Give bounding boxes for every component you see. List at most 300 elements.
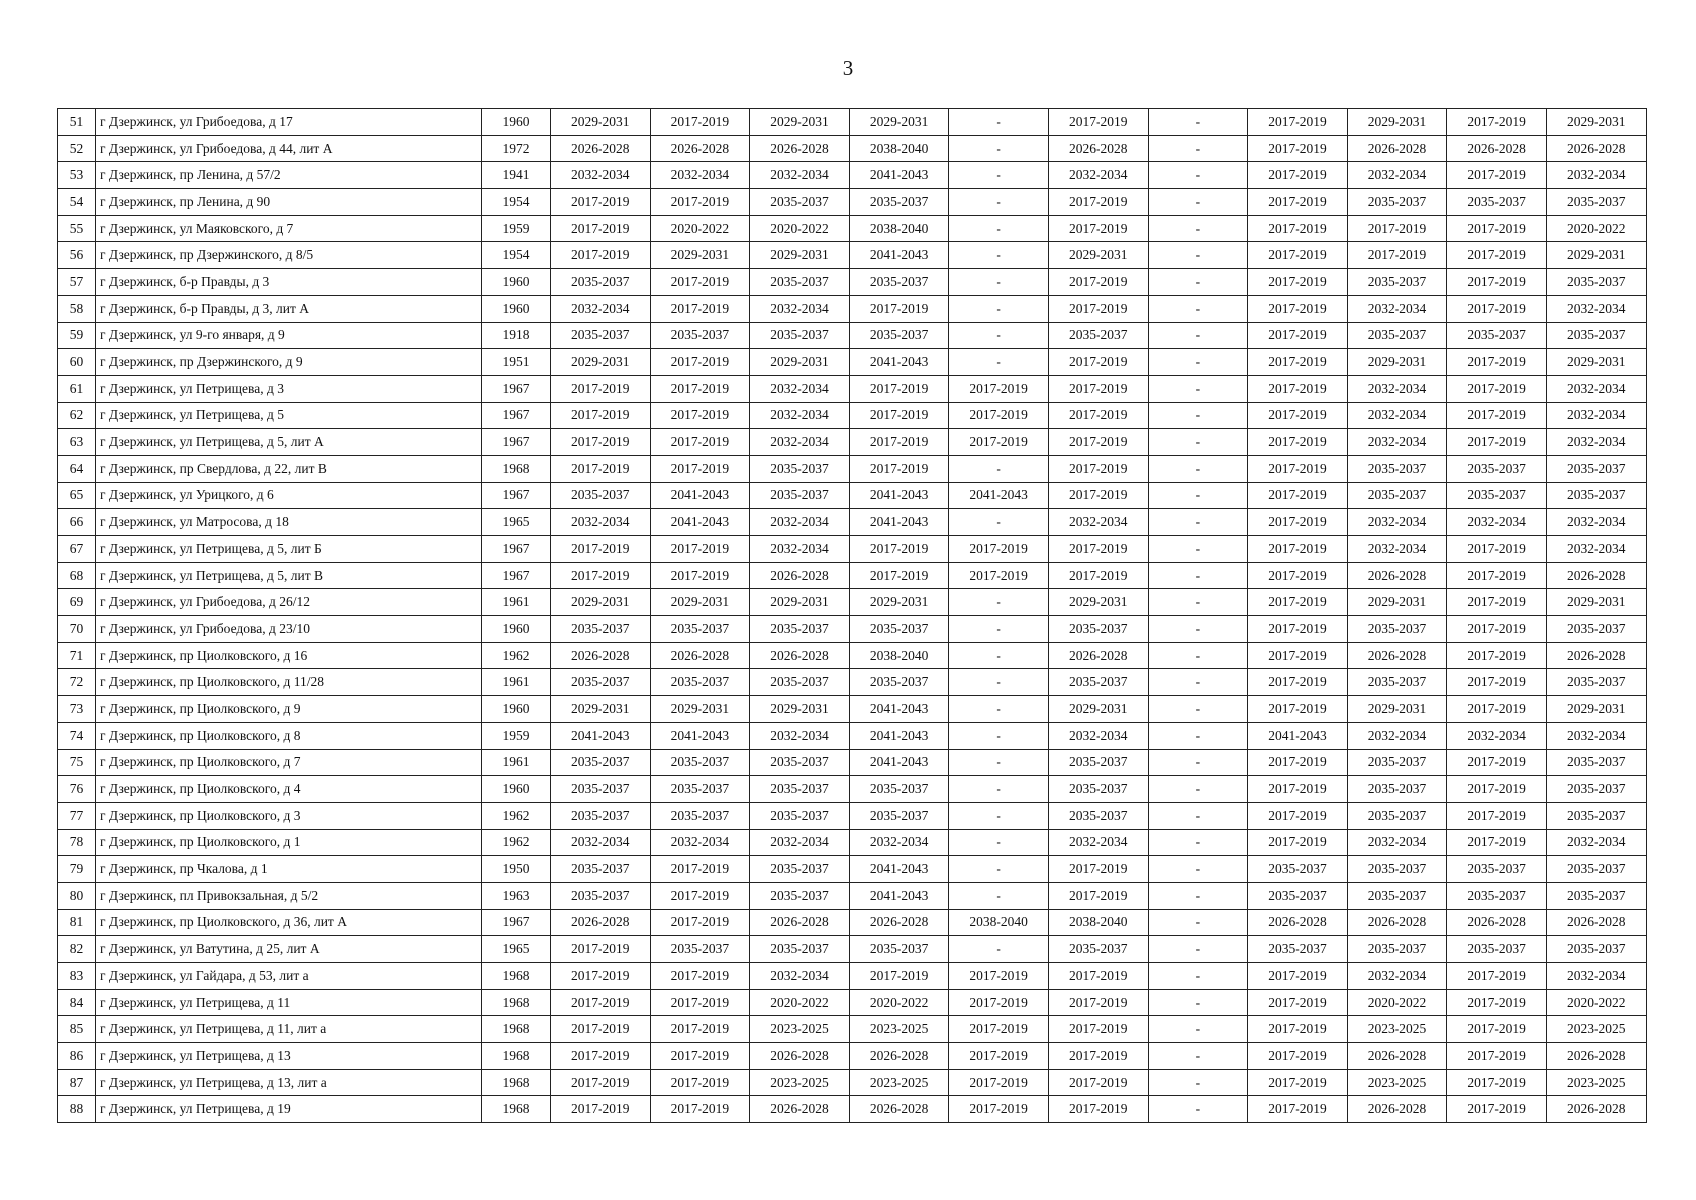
cell-col-period-1: 2032-2034 — [551, 829, 651, 856]
cell-col-period-1: 2029-2031 — [551, 349, 651, 376]
table-row — [58, 589, 1647, 616]
cell-col-year: 1967 — [482, 402, 551, 429]
cell-col-period-2: 2029-2031 — [650, 589, 750, 616]
cell-col-period-7: - — [1148, 936, 1248, 963]
cell-col-period-6: 2017-2019 — [1048, 856, 1148, 883]
cell-col-period-8: 2017-2019 — [1248, 109, 1348, 136]
cell-col-period-10: 2035-2037 — [1447, 882, 1547, 909]
cell-col-period-3: 2035-2037 — [750, 749, 850, 776]
cell-col-period-11: 2032-2034 — [1546, 295, 1646, 322]
cell-col-period-4: 2023-2025 — [849, 1069, 949, 1096]
cell-col-period-8: 2035-2037 — [1248, 936, 1348, 963]
cell-col-period-3: 2035-2037 — [750, 936, 850, 963]
cell-col-period-8: 2017-2019 — [1248, 322, 1348, 349]
cell-col-period-11: 2032-2034 — [1546, 402, 1646, 429]
cell-col-period-4: 2026-2028 — [849, 1096, 949, 1123]
cell-col-address: г Дзержинск, ул Урицкого, д 6 — [96, 482, 482, 509]
cell-col-year: 1967 — [482, 536, 551, 563]
cell-col-year: 1962 — [482, 642, 551, 669]
cell-col-year: 1968 — [482, 1069, 551, 1096]
cell-col-period-4: 2020-2022 — [849, 989, 949, 1016]
cell-col-num: 84 — [58, 989, 96, 1016]
cell-col-period-1: 2035-2037 — [551, 776, 651, 803]
cell-col-address: г Дзержинск, ул Грибоедова, д 44, лит А — [96, 135, 482, 162]
table-row — [58, 295, 1647, 322]
cell-col-period-1: 2029-2031 — [551, 696, 651, 723]
cell-col-period-6: 2017-2019 — [1048, 562, 1148, 589]
cell-col-period-7: - — [1148, 269, 1248, 296]
cell-col-period-9: 2029-2031 — [1347, 589, 1447, 616]
cell-col-period-9: 2017-2019 — [1347, 215, 1447, 242]
cell-col-period-5: - — [949, 936, 1049, 963]
cell-col-period-2: 2017-2019 — [650, 909, 750, 936]
cell-col-period-2: 2017-2019 — [650, 349, 750, 376]
cell-col-period-3: 2035-2037 — [750, 482, 850, 509]
cell-col-period-11: 2026-2028 — [1546, 642, 1646, 669]
cell-col-period-5: - — [949, 856, 1049, 883]
cell-col-period-1: 2029-2031 — [551, 589, 651, 616]
cell-col-period-5: - — [949, 669, 1049, 696]
cell-col-period-9: 2026-2028 — [1347, 642, 1447, 669]
cell-col-period-1: 2017-2019 — [551, 536, 651, 563]
cell-col-period-9: 2035-2037 — [1347, 749, 1447, 776]
cell-col-period-5: - — [949, 882, 1049, 909]
cell-col-period-10: 2017-2019 — [1447, 829, 1547, 856]
cell-col-period-11: 2029-2031 — [1546, 696, 1646, 723]
cell-col-period-2: 2041-2043 — [650, 482, 750, 509]
table-row — [58, 749, 1647, 776]
cell-col-period-5: - — [949, 589, 1049, 616]
cell-col-address: г Дзержинск, ул Петрищева, д 11, лит а — [96, 1016, 482, 1043]
cell-col-period-6: 2029-2031 — [1048, 589, 1148, 616]
cell-col-period-10: 2032-2034 — [1447, 509, 1547, 536]
cell-col-address: г Дзержинск, пр Циолковского, д 16 — [96, 642, 482, 669]
cell-col-num: 68 — [58, 562, 96, 589]
cell-col-period-2: 2017-2019 — [650, 963, 750, 990]
cell-col-period-1: 2017-2019 — [551, 242, 651, 269]
table-row — [58, 349, 1647, 376]
cell-col-address: г Дзержинск, пр Циолковского, д 3 — [96, 802, 482, 829]
cell-col-period-10: 2026-2028 — [1447, 909, 1547, 936]
cell-col-period-7: - — [1148, 802, 1248, 829]
cell-col-period-8: 2017-2019 — [1248, 536, 1348, 563]
cell-col-year: 1960 — [482, 776, 551, 803]
cell-col-year: 1951 — [482, 349, 551, 376]
cell-col-period-7: - — [1148, 616, 1248, 643]
table-row — [58, 669, 1647, 696]
cell-col-period-11: 2029-2031 — [1546, 242, 1646, 269]
cell-col-period-4: 2035-2037 — [849, 936, 949, 963]
cell-col-period-2: 2017-2019 — [650, 429, 750, 456]
cell-col-period-8: 2017-2019 — [1248, 776, 1348, 803]
cell-col-year: 1918 — [482, 322, 551, 349]
cell-col-period-3: 2029-2031 — [750, 242, 850, 269]
cell-col-period-2: 2029-2031 — [650, 696, 750, 723]
cell-col-num: 73 — [58, 696, 96, 723]
cell-col-period-11: 2026-2028 — [1546, 135, 1646, 162]
cell-col-period-11: 2035-2037 — [1546, 669, 1646, 696]
cell-col-year: 1965 — [482, 509, 551, 536]
cell-col-period-4: 2017-2019 — [849, 963, 949, 990]
cell-col-address: г Дзержинск, ул Матросова, д 18 — [96, 509, 482, 536]
cell-col-period-7: - — [1148, 135, 1248, 162]
cell-col-period-11: 2035-2037 — [1546, 856, 1646, 883]
cell-col-period-1: 2017-2019 — [551, 989, 651, 1016]
cell-col-period-1: 2017-2019 — [551, 936, 651, 963]
cell-col-period-6: 2035-2037 — [1048, 936, 1148, 963]
cell-col-period-3: 2023-2025 — [750, 1069, 850, 1096]
cell-col-period-10: 2017-2019 — [1447, 295, 1547, 322]
cell-col-period-4: 2029-2031 — [849, 109, 949, 136]
cell-col-period-11: 2023-2025 — [1546, 1069, 1646, 1096]
cell-col-period-10: 2017-2019 — [1447, 749, 1547, 776]
cell-col-address: г Дзержинск, пр Ленина, д 57/2 — [96, 162, 482, 189]
cell-col-period-7: - — [1148, 696, 1248, 723]
cell-col-period-7: - — [1148, 642, 1248, 669]
cell-col-period-11: 2020-2022 — [1546, 989, 1646, 1016]
cell-col-address: г Дзержинск, пр Дзержинского, д 9 — [96, 349, 482, 376]
cell-col-period-10: 2017-2019 — [1447, 616, 1547, 643]
cell-col-period-11: 2026-2028 — [1546, 1043, 1646, 1070]
cell-col-period-2: 2017-2019 — [650, 295, 750, 322]
cell-col-period-8: 2017-2019 — [1248, 802, 1348, 829]
cell-col-period-3: 2035-2037 — [750, 322, 850, 349]
cell-col-address: г Дзержинск, ул Петрищева, д 5 — [96, 402, 482, 429]
table-row — [58, 963, 1647, 990]
cell-col-period-8: 2017-2019 — [1248, 669, 1348, 696]
cell-col-period-7: - — [1148, 1016, 1248, 1043]
cell-col-num: 88 — [58, 1096, 96, 1123]
cell-col-period-7: - — [1148, 1043, 1248, 1070]
cell-col-period-7: - — [1148, 189, 1248, 216]
cell-col-address: г Дзержинск, б-р Правды, д 3 — [96, 269, 482, 296]
cell-col-period-1: 2017-2019 — [551, 1043, 651, 1070]
cell-col-period-11: 2026-2028 — [1546, 562, 1646, 589]
cell-col-period-8: 2017-2019 — [1248, 1096, 1348, 1123]
cell-col-period-2: 2017-2019 — [650, 882, 750, 909]
cell-col-period-3: 2032-2034 — [750, 402, 850, 429]
cell-col-address: г Дзержинск, ул Петрищева, д 5, лит Б — [96, 536, 482, 563]
cell-col-period-11: 2035-2037 — [1546, 802, 1646, 829]
cell-col-num: 87 — [58, 1069, 96, 1096]
cell-col-num: 66 — [58, 509, 96, 536]
cell-col-address: г Дзержинск, пр Циолковского, д 7 — [96, 749, 482, 776]
cell-col-period-8: 2017-2019 — [1248, 455, 1348, 482]
cell-col-period-11: 2032-2034 — [1546, 829, 1646, 856]
cell-col-period-9: 2023-2025 — [1347, 1016, 1447, 1043]
cell-col-period-4: 2017-2019 — [849, 536, 949, 563]
cell-col-period-6: 2017-2019 — [1048, 1043, 1148, 1070]
cell-col-year: 1972 — [482, 135, 551, 162]
cell-col-period-9: 2035-2037 — [1347, 322, 1447, 349]
cell-col-period-10: 2017-2019 — [1447, 1043, 1547, 1070]
cell-col-period-10: 2017-2019 — [1447, 1096, 1547, 1123]
cell-col-period-3: 2035-2037 — [750, 802, 850, 829]
cell-col-period-11: 2026-2028 — [1546, 909, 1646, 936]
cell-col-year: 1967 — [482, 375, 551, 402]
cell-col-period-10: 2017-2019 — [1447, 109, 1547, 136]
cell-col-period-1: 2017-2019 — [551, 963, 651, 990]
cell-col-period-7: - — [1148, 963, 1248, 990]
cell-col-num: 70 — [58, 616, 96, 643]
cell-col-num: 67 — [58, 536, 96, 563]
cell-col-year: 1968 — [482, 1096, 551, 1123]
cell-col-period-10: 2017-2019 — [1447, 429, 1547, 456]
cell-col-period-3: 2032-2034 — [750, 963, 850, 990]
cell-col-address: г Дзержинск, пл Привокзальная, д 5/2 — [96, 882, 482, 909]
cell-col-period-3: 2032-2034 — [750, 829, 850, 856]
cell-col-period-7: - — [1148, 349, 1248, 376]
cell-col-year: 1960 — [482, 295, 551, 322]
cell-col-period-7: - — [1148, 562, 1248, 589]
table-row — [58, 215, 1647, 242]
cell-col-period-6: 2017-2019 — [1048, 215, 1148, 242]
cell-col-period-6: 2035-2037 — [1048, 616, 1148, 643]
cell-col-period-2: 2035-2037 — [650, 322, 750, 349]
cell-col-address: г Дзержинск, ул Петрищева, д 13, лит а — [96, 1069, 482, 1096]
cell-col-num: 59 — [58, 322, 96, 349]
cell-col-period-6: 2017-2019 — [1048, 455, 1148, 482]
cell-col-period-2: 2041-2043 — [650, 722, 750, 749]
table-row — [58, 616, 1647, 643]
cell-col-period-8: 2017-2019 — [1248, 1016, 1348, 1043]
cell-col-period-8: 2017-2019 — [1248, 616, 1348, 643]
cell-col-period-6: 2017-2019 — [1048, 989, 1148, 1016]
cell-col-period-10: 2017-2019 — [1447, 536, 1547, 563]
cell-col-period-11: 2032-2034 — [1546, 429, 1646, 456]
buildings-schedule-table — [57, 108, 1647, 1123]
cell-col-period-4: 2035-2037 — [849, 269, 949, 296]
table-row — [58, 642, 1647, 669]
table-body — [58, 109, 1647, 1123]
cell-col-period-8: 2017-2019 — [1248, 963, 1348, 990]
cell-col-period-5: 2017-2019 — [949, 562, 1049, 589]
cell-col-period-2: 2026-2028 — [650, 642, 750, 669]
cell-col-num: 80 — [58, 882, 96, 909]
cell-col-period-7: - — [1148, 375, 1248, 402]
cell-col-period-5: - — [949, 109, 1049, 136]
cell-col-period-2: 2017-2019 — [650, 536, 750, 563]
cell-col-address: г Дзержинск, ул Грибоедова, д 26/12 — [96, 589, 482, 616]
cell-col-period-7: - — [1148, 322, 1248, 349]
cell-col-period-2: 2032-2034 — [650, 162, 750, 189]
cell-col-period-10: 2017-2019 — [1447, 589, 1547, 616]
cell-col-period-6: 2017-2019 — [1048, 375, 1148, 402]
cell-col-period-5: - — [949, 135, 1049, 162]
cell-col-period-11: 2035-2037 — [1546, 936, 1646, 963]
cell-col-period-3: 2029-2031 — [750, 109, 850, 136]
cell-col-address: г Дзержинск, ул Петрищева, д 3 — [96, 375, 482, 402]
cell-col-num: 77 — [58, 802, 96, 829]
cell-col-period-7: - — [1148, 722, 1248, 749]
cell-col-period-5: - — [949, 749, 1049, 776]
cell-col-period-2: 2035-2037 — [650, 669, 750, 696]
cell-col-period-9: 2032-2034 — [1347, 722, 1447, 749]
table-row — [58, 509, 1647, 536]
cell-col-year: 1967 — [482, 429, 551, 456]
cell-col-period-11: 2032-2034 — [1546, 162, 1646, 189]
cell-col-period-4: 2035-2037 — [849, 616, 949, 643]
table-row — [58, 402, 1647, 429]
cell-col-period-9: 2029-2031 — [1347, 349, 1447, 376]
cell-col-period-8: 2017-2019 — [1248, 295, 1348, 322]
cell-col-period-9: 2035-2037 — [1347, 669, 1447, 696]
cell-col-year: 1959 — [482, 722, 551, 749]
table-row — [58, 536, 1647, 563]
table-row — [58, 1043, 1647, 1070]
cell-col-period-4: 2041-2043 — [849, 696, 949, 723]
table-row — [58, 322, 1647, 349]
table-row — [58, 989, 1647, 1016]
cell-col-year: 1960 — [482, 269, 551, 296]
cell-col-period-10: 2017-2019 — [1447, 349, 1547, 376]
cell-col-period-8: 2017-2019 — [1248, 269, 1348, 296]
table-row — [58, 1016, 1647, 1043]
table-row — [58, 1069, 1647, 1096]
cell-col-period-5: - — [949, 349, 1049, 376]
cell-col-period-1: 2017-2019 — [551, 1096, 651, 1123]
cell-col-num: 85 — [58, 1016, 96, 1043]
cell-col-period-7: - — [1148, 1096, 1248, 1123]
cell-col-period-8: 2017-2019 — [1248, 696, 1348, 723]
cell-col-num: 52 — [58, 135, 96, 162]
cell-col-period-9: 2035-2037 — [1347, 455, 1447, 482]
table-row — [58, 242, 1647, 269]
table-row — [58, 269, 1647, 296]
cell-col-period-1: 2026-2028 — [551, 909, 651, 936]
table-row — [58, 722, 1647, 749]
cell-col-period-1: 2017-2019 — [551, 455, 651, 482]
cell-col-address: г Дзержинск, ул Грибоедова, д 23/10 — [96, 616, 482, 643]
cell-col-year: 1962 — [482, 829, 551, 856]
cell-col-period-9: 2029-2031 — [1347, 109, 1447, 136]
cell-col-period-6: 2017-2019 — [1048, 429, 1148, 456]
cell-col-period-9: 2035-2037 — [1347, 189, 1447, 216]
cell-col-period-10: 2017-2019 — [1447, 989, 1547, 1016]
cell-col-period-6: 2017-2019 — [1048, 402, 1148, 429]
cell-col-period-9: 2026-2028 — [1347, 909, 1447, 936]
cell-col-period-8: 2017-2019 — [1248, 1069, 1348, 1096]
cell-col-period-1: 2035-2037 — [551, 749, 651, 776]
cell-col-period-9: 2035-2037 — [1347, 882, 1447, 909]
cell-col-period-4: 2017-2019 — [849, 295, 949, 322]
cell-col-period-6: 2035-2037 — [1048, 776, 1148, 803]
cell-col-period-6: 2017-2019 — [1048, 1016, 1148, 1043]
cell-col-period-6: 2017-2019 — [1048, 482, 1148, 509]
cell-col-period-1: 2035-2037 — [551, 802, 651, 829]
cell-col-period-9: 2032-2034 — [1347, 829, 1447, 856]
cell-col-address: г Дзержинск, ул Петрищева, д 5, лит А — [96, 429, 482, 456]
cell-col-period-7: - — [1148, 109, 1248, 136]
cell-col-period-8: 2017-2019 — [1248, 162, 1348, 189]
cell-col-num: 64 — [58, 455, 96, 482]
cell-col-year: 1954 — [482, 242, 551, 269]
cell-col-period-11: 2032-2034 — [1546, 509, 1646, 536]
cell-col-year: 1968 — [482, 963, 551, 990]
cell-col-period-2: 2017-2019 — [650, 269, 750, 296]
cell-col-period-10: 2035-2037 — [1447, 189, 1547, 216]
cell-col-period-3: 2035-2037 — [750, 616, 850, 643]
cell-col-period-10: 2017-2019 — [1447, 1016, 1547, 1043]
table-row — [58, 776, 1647, 803]
cell-col-period-2: 2017-2019 — [650, 402, 750, 429]
cell-col-period-3: 2032-2034 — [750, 429, 850, 456]
table-row — [58, 429, 1647, 456]
cell-col-period-10: 2017-2019 — [1447, 1069, 1547, 1096]
cell-col-period-6: 2017-2019 — [1048, 1096, 1148, 1123]
cell-col-period-1: 2035-2037 — [551, 882, 651, 909]
cell-col-period-9: 2035-2037 — [1347, 616, 1447, 643]
cell-col-period-10: 2017-2019 — [1447, 562, 1547, 589]
cell-col-period-6: 2032-2034 — [1048, 722, 1148, 749]
cell-col-year: 1968 — [482, 455, 551, 482]
cell-col-period-9: 2035-2037 — [1347, 269, 1447, 296]
cell-col-period-4: 2041-2043 — [849, 722, 949, 749]
cell-col-year: 1954 — [482, 189, 551, 216]
cell-col-address: г Дзержинск, пр Свердлова, д 22, лит В — [96, 455, 482, 482]
cell-col-address: г Дзержинск, б-р Правды, д 3, лит А — [96, 295, 482, 322]
cell-col-period-9: 2035-2037 — [1347, 856, 1447, 883]
cell-col-period-2: 2035-2037 — [650, 616, 750, 643]
cell-col-num: 53 — [58, 162, 96, 189]
cell-col-num: 55 — [58, 215, 96, 242]
cell-col-address: г Дзержинск, ул Гайдара, д 53, лит а — [96, 963, 482, 990]
cell-col-period-9: 2032-2034 — [1347, 536, 1447, 563]
cell-col-period-7: - — [1148, 1069, 1248, 1096]
cell-col-period-4: 2041-2043 — [849, 349, 949, 376]
cell-col-period-11: 2035-2037 — [1546, 749, 1646, 776]
cell-col-period-3: 2035-2037 — [750, 189, 850, 216]
cell-col-period-11: 2032-2034 — [1546, 963, 1646, 990]
cell-col-period-5: 2017-2019 — [949, 963, 1049, 990]
cell-col-period-3: 2026-2028 — [750, 1043, 850, 1070]
table-row — [58, 455, 1647, 482]
cell-col-period-1: 2017-2019 — [551, 1016, 651, 1043]
cell-col-address: г Дзержинск, ул Маяковского, д 7 — [96, 215, 482, 242]
cell-col-period-10: 2017-2019 — [1447, 269, 1547, 296]
cell-col-period-11: 2035-2037 — [1546, 776, 1646, 803]
cell-col-period-7: - — [1148, 989, 1248, 1016]
cell-col-period-2: 2035-2037 — [650, 776, 750, 803]
cell-col-period-8: 2017-2019 — [1248, 589, 1348, 616]
table-row — [58, 856, 1647, 883]
cell-col-period-6: 2017-2019 — [1048, 295, 1148, 322]
cell-col-period-4: 2023-2025 — [849, 1016, 949, 1043]
cell-col-year: 1963 — [482, 882, 551, 909]
cell-col-period-8: 2017-2019 — [1248, 215, 1348, 242]
cell-col-period-7: - — [1148, 909, 1248, 936]
cell-col-period-10: 2017-2019 — [1447, 162, 1547, 189]
cell-col-num: 78 — [58, 829, 96, 856]
cell-col-period-7: - — [1148, 856, 1248, 883]
cell-col-period-5: 2017-2019 — [949, 1096, 1049, 1123]
cell-col-period-5: - — [949, 322, 1049, 349]
cell-col-num: 83 — [58, 963, 96, 990]
cell-col-period-8: 2041-2043 — [1248, 722, 1348, 749]
cell-col-period-8: 2017-2019 — [1248, 135, 1348, 162]
cell-col-period-8: 2017-2019 — [1248, 402, 1348, 429]
cell-col-period-4: 2035-2037 — [849, 322, 949, 349]
cell-col-period-10: 2017-2019 — [1447, 402, 1547, 429]
cell-col-num: 74 — [58, 722, 96, 749]
cell-col-address: г Дзержинск, ул Грибоедова, д 17 — [96, 109, 482, 136]
cell-col-period-7: - — [1148, 829, 1248, 856]
cell-col-period-4: 2035-2037 — [849, 776, 949, 803]
cell-col-period-8: 2017-2019 — [1248, 429, 1348, 456]
cell-col-period-4: 2035-2037 — [849, 669, 949, 696]
cell-col-period-2: 2017-2019 — [650, 1043, 750, 1070]
cell-col-period-11: 2032-2034 — [1546, 722, 1646, 749]
